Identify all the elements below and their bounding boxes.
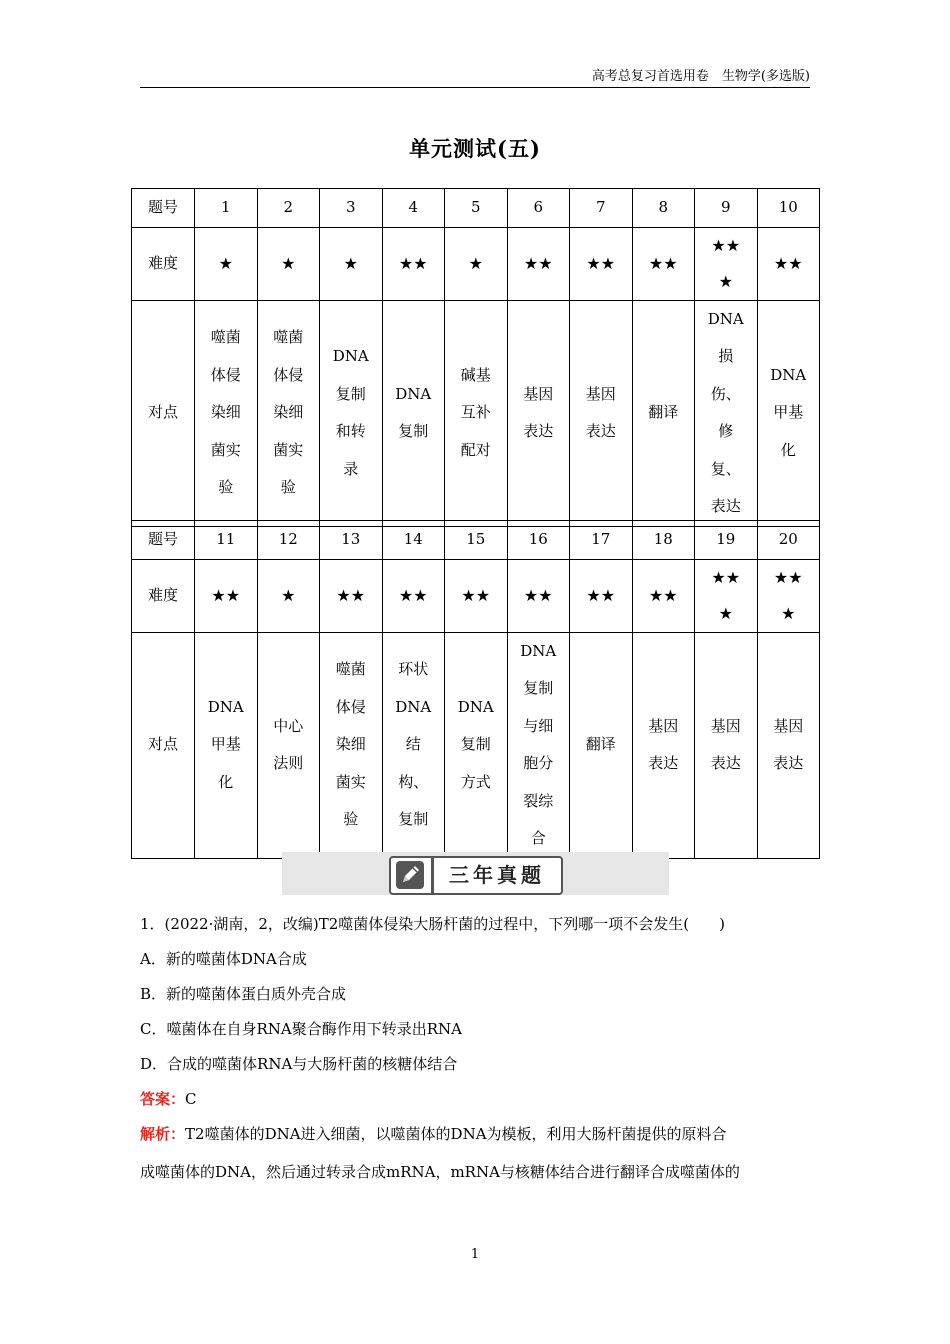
header-text: 高考总复习首选用卷 生物学(多选版)	[591, 69, 810, 84]
topic-cell-text: DNA 损 伤、 修 复、 表达	[707, 309, 744, 515]
difficulty-stars-cell	[695, 559, 758, 632]
question-number-cell	[632, 521, 695, 560]
difficulty-stars-cell-text: ★	[343, 253, 358, 273]
topic-cell-text: DNA 复制 方式	[457, 697, 494, 791]
question-number-cell	[320, 521, 383, 560]
difficulty-stars-cell-text: ★★ ★	[711, 567, 741, 623]
topic-cell-text: 基因 表达	[648, 716, 679, 772]
difficulty-stars-cell-text: ★★	[211, 585, 241, 605]
question-number-cell	[445, 521, 508, 560]
topic-cell-text: 基因 表达	[710, 716, 741, 772]
topic-cell-text: 基因 表达	[523, 384, 554, 440]
question-number-row	[132, 521, 820, 560]
question-number-cell-text: 15	[466, 530, 486, 548]
topic-cell	[695, 632, 758, 858]
page-title: 单元测试(五)	[409, 136, 541, 161]
answer-line	[140, 1089, 197, 1109]
option-c: C．噬菌体在自身RNA聚合酶作用下转录出RNA	[140, 1020, 462, 1038]
difficulty-stars-cell-text: ★★	[523, 253, 553, 273]
page-header	[140, 66, 810, 88]
question-number-cell	[382, 189, 445, 228]
topic-cell	[507, 300, 570, 526]
difficulty-stars-cell-text: ★★	[461, 585, 491, 605]
section-banner-box	[389, 856, 563, 895]
question-number-cell-text: 14	[403, 530, 423, 548]
difficulty-table-part1	[131, 188, 820, 527]
topic-cell-text: 基因 表达	[773, 716, 804, 772]
question-number-cell	[570, 189, 633, 228]
topic-cell	[382, 632, 445, 858]
topic-cell	[445, 632, 508, 858]
topic-cell	[195, 632, 258, 858]
difficulty-stars-cell-text: ★★	[398, 585, 428, 605]
pencil-icon	[395, 860, 425, 890]
difficulty-stars-cell	[257, 227, 320, 300]
difficulty-stars-cell	[195, 227, 258, 300]
question-number-cell-text: 7	[595, 198, 606, 216]
question-number-cell	[695, 521, 758, 560]
question-number-cell-text: 19	[716, 530, 736, 548]
difficulty-stars-cell	[445, 227, 508, 300]
question-number-cell	[695, 189, 758, 228]
option-d: D．合成的噬菌体RNA与大肠杆菌的核糖体结合	[140, 1055, 458, 1073]
topic-cell	[632, 300, 695, 526]
difficulty-row	[132, 227, 820, 300]
difficulty-stars-cell	[257, 559, 320, 632]
question-number-cell-text: 12	[278, 530, 298, 548]
question-number-cell	[507, 521, 570, 560]
question-number-cell	[632, 189, 695, 228]
difficulty-row	[132, 559, 820, 632]
question-number-cell-text: 13	[341, 530, 361, 548]
topic-cell-text: 噬菌 体侵 染细 菌实 验	[210, 328, 241, 497]
difficulty-stars-cell	[632, 227, 695, 300]
topic-row	[132, 300, 820, 526]
question-number-cell-text: 4	[408, 198, 419, 216]
topic-cell-text: 基因 表达	[585, 384, 616, 440]
difficulty-stars-cell-text: ★	[468, 253, 483, 273]
question-number-cell-text: 10	[778, 198, 798, 216]
analysis-line-2: 成噬菌体的DNA，然后通过转录合成mRNA，mRNA与核糖体结合进行翻译合成噬菌体的	[140, 1163, 740, 1181]
topic-cell-text: DNA 甲基 化	[207, 697, 244, 791]
difficulty-stars-cell	[757, 559, 820, 632]
difficulty-stars-cell	[320, 227, 383, 300]
difficulty-stars-cell	[507, 227, 570, 300]
topic-cell	[445, 300, 508, 526]
difficulty-stars-cell	[507, 559, 570, 632]
question-number-cell-text: 3	[345, 198, 356, 216]
question-number-cell-text: 6	[533, 198, 544, 216]
difficulty-stars-cell-text: ★★	[398, 253, 428, 273]
question-number-cell	[257, 521, 320, 560]
topic-cell-text: 噬菌 体侵 染细 菌实 验	[335, 660, 366, 829]
difficulty-stars-cell-text: ★★	[586, 585, 616, 605]
difficulty-stars-cell-text: ★★	[336, 585, 366, 605]
topic-cell-text: DNA 复制 与细 胞分 裂综 合	[520, 641, 557, 847]
difficulty-stars-cell	[445, 559, 508, 632]
analysis-text-1: T2噬菌体的DNA进入细菌，以噬菌体的DNA为模板，利用大肠杆菌提供的原料合	[185, 1125, 727, 1143]
row-label: 题号	[132, 189, 195, 228]
difficulty-stars-cell-text: ★★ ★	[773, 567, 803, 623]
analysis-line-1	[140, 1124, 727, 1144]
answer-label: 答案：	[140, 1090, 186, 1108]
difficulty-stars-cell-text: ★★	[586, 253, 616, 273]
row-label: 难度	[132, 559, 195, 632]
difficulty-stars-cell	[195, 559, 258, 632]
difficulty-stars-cell	[570, 227, 633, 300]
question-number-cell	[507, 189, 570, 228]
section-banner	[282, 852, 669, 895]
difficulty-stars-cell-text: ★	[218, 253, 233, 273]
topic-cell	[195, 300, 258, 526]
question-number-cell	[570, 521, 633, 560]
topic-cell	[382, 300, 445, 526]
topic-cell-text: 碱基 互补 配对	[460, 365, 491, 459]
topic-cell-text: 噬菌 体侵 染细 菌实 验	[273, 328, 304, 497]
question-number-cell	[757, 521, 820, 560]
question-number-cell-text: 1	[220, 198, 231, 216]
question-number-cell-text: 20	[778, 530, 798, 548]
difficulty-stars-cell	[382, 559, 445, 632]
difficulty-stars-cell-text: ★	[281, 253, 296, 273]
topic-cell	[632, 632, 695, 858]
question-number-cell-text: 16	[528, 530, 548, 548]
difficulty-stars-cell	[382, 227, 445, 300]
difficulty-stars-cell-text: ★★	[773, 253, 803, 273]
question-number-cell	[195, 189, 258, 228]
question-number-cell	[382, 521, 445, 560]
topic-cell	[757, 300, 820, 526]
option-a: A．新的噬菌体DNA合成	[140, 950, 307, 968]
topic-cell-text: 翻译	[585, 735, 616, 754]
difficulty-stars-cell	[632, 559, 695, 632]
question-number-cell	[257, 189, 320, 228]
topic-cell-text: 环状 DNA 结 构、 复制	[395, 660, 432, 829]
answer-value: C	[185, 1090, 197, 1108]
question-stem: 1．(2022·湖南，2，改编)T2噬菌体侵染大肠杆菌的过程中，下列哪一项不会发生( )	[140, 915, 725, 933]
difficulty-table-part2	[131, 520, 820, 859]
question-number-cell-text: 5	[470, 198, 481, 216]
topic-cell	[695, 300, 758, 526]
topic-cell	[507, 632, 570, 858]
difficulty-stars-cell-text: ★★	[523, 585, 553, 605]
question-number-cell-text: 17	[591, 530, 611, 548]
topic-cell-text: DNA 复制	[395, 384, 432, 440]
topic-cell	[570, 300, 633, 526]
topic-cell	[257, 300, 320, 526]
topic-cell-text: 中心 法则	[273, 716, 304, 772]
question-number-row	[132, 189, 820, 228]
topic-cell-text: DNA 复制 和转 录	[332, 347, 369, 478]
row-label: 对点	[132, 300, 195, 526]
analysis-label: 解析：	[140, 1125, 186, 1143]
option-b: B．新的噬菌体蛋白质外壳合成	[140, 985, 347, 1003]
difficulty-stars-cell	[570, 559, 633, 632]
question-number-cell	[445, 189, 508, 228]
topic-cell	[257, 632, 320, 858]
topic-row	[132, 632, 820, 858]
row-label: 难度	[132, 227, 195, 300]
question-number-cell	[195, 521, 258, 560]
banner-divider	[431, 858, 434, 893]
question-number-cell-text: 2	[283, 198, 294, 216]
topic-cell-text: 翻译	[648, 403, 679, 422]
topic-cell-text: DNA 甲基 化	[770, 365, 807, 459]
question-number-cell-text: 18	[653, 530, 673, 548]
question-number-cell	[320, 189, 383, 228]
question-number-cell-text: 11	[216, 530, 236, 548]
topic-cell	[570, 632, 633, 858]
difficulty-stars-cell-text: ★★ ★	[711, 235, 741, 291]
difficulty-stars-cell	[320, 559, 383, 632]
row-label: 对点	[132, 632, 195, 858]
question-number-cell	[757, 189, 820, 228]
topic-cell	[757, 632, 820, 858]
page-number: 1	[470, 1247, 480, 1262]
topic-cell	[320, 300, 383, 526]
section-title: 三年真题	[449, 863, 545, 887]
difficulty-stars-cell-text: ★	[281, 585, 296, 605]
topic-cell	[320, 632, 383, 858]
difficulty-stars-cell-text: ★★	[648, 253, 678, 273]
row-label: 题号	[132, 521, 195, 560]
difficulty-stars-cell	[695, 227, 758, 300]
question-number-cell-text: 9	[720, 198, 731, 216]
difficulty-stars-cell-text: ★★	[648, 585, 678, 605]
question-number-cell-text: 8	[658, 198, 669, 216]
difficulty-stars-cell	[757, 227, 820, 300]
